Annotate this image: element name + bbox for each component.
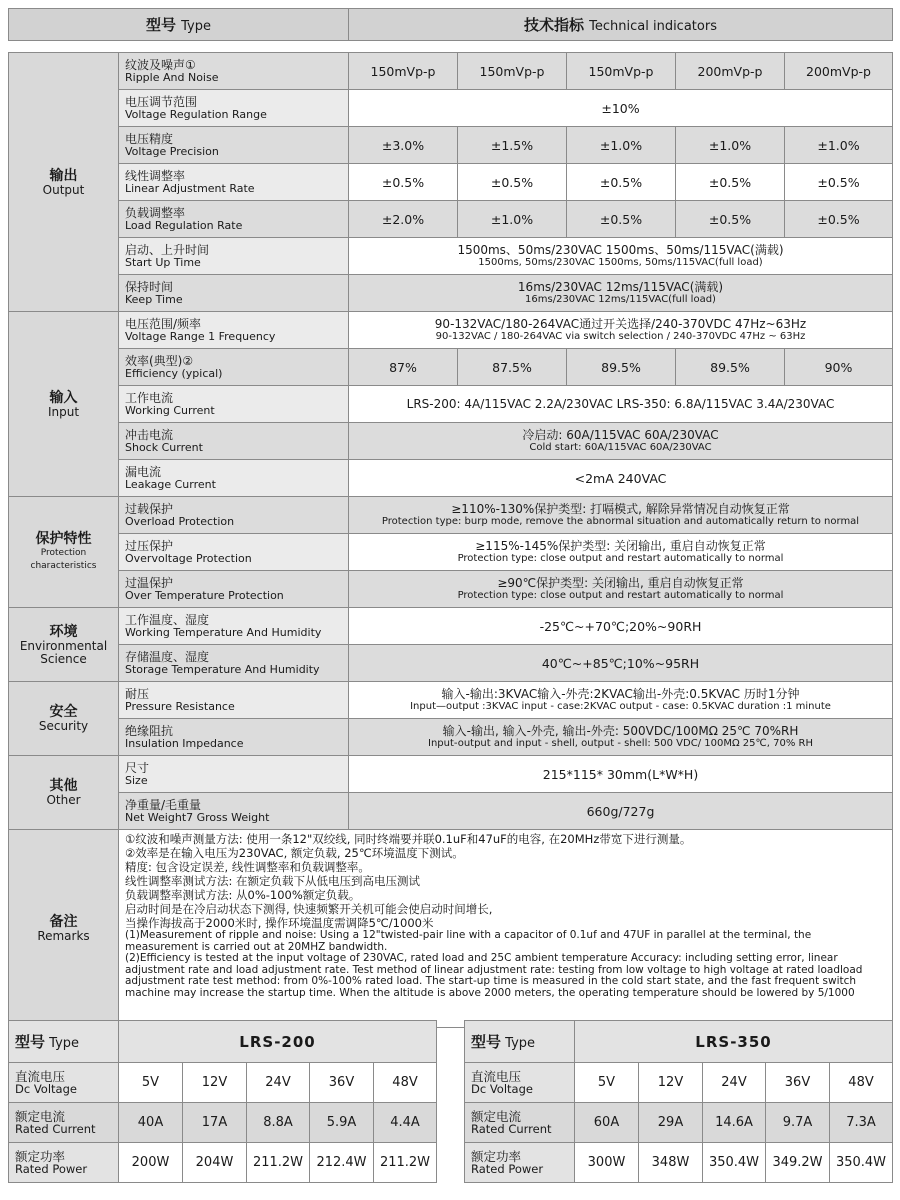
- label-keep-time: 保持时间 Keep Time: [119, 275, 349, 312]
- dc-voltage-value: 12V: [639, 1063, 703, 1103]
- label-overload: 过载保护 Overload Protection: [119, 497, 349, 534]
- row-startup-time: [9, 238, 893, 275]
- remark-line: ②效率是在输入电压为230VAC, 额定负载, 25℃环境温度下测试。: [125, 846, 464, 860]
- rated-power-value: 204W: [183, 1143, 247, 1183]
- rated-power-value: 300W: [575, 1143, 639, 1183]
- row-load-regulation: [9, 201, 893, 238]
- overtemp-value: ≥90℃保护类型: 关闭输出, 重启自动恢复正常 Protection type: close output and restart automatically to normal: [349, 571, 893, 608]
- rated-current-value: 8.8A: [247, 1103, 310, 1143]
- dc-voltage-value: 48V: [374, 1063, 437, 1103]
- row-voltage-precision: [9, 127, 893, 164]
- voltage-precision-value: ±1.0%: [785, 127, 893, 164]
- row-overtemp: [9, 571, 893, 608]
- rated-current-value: 5.9A: [310, 1103, 374, 1143]
- remark-line: 当操作海拔高于2000米时, 操作环境温度需调降5℃/1000米: [125, 916, 434, 930]
- label-dc-voltage: 直流电压 Dc Voltage: [465, 1063, 575, 1103]
- dc-voltage-value: 24V: [247, 1063, 310, 1103]
- row-dc-voltage: [465, 1063, 893, 1103]
- row-overload: [9, 497, 893, 534]
- dc-voltage-value: 36V: [310, 1063, 374, 1103]
- voltage-precision-value: ±3.0%: [349, 127, 458, 164]
- label-size: 尺寸 Size: [119, 756, 349, 793]
- model-header: [9, 1021, 437, 1063]
- label-voltage-regulation: 电压调节范围 Voltage Regulation Range: [119, 90, 349, 127]
- rated-current-value: 17A: [183, 1103, 247, 1143]
- dc-voltage-value: 48V: [830, 1063, 893, 1103]
- row-rated-power: [465, 1143, 893, 1183]
- category-other: 其他 Other: [9, 756, 119, 830]
- label-overvoltage: 过压保护 Overvoltage Protection: [119, 534, 349, 571]
- remark-line: 启动时间是在冷启动状态下测得, 快速频繁开关机可能会使启动时间增长,: [125, 902, 493, 916]
- efficiency-value: 89.5%: [567, 349, 676, 386]
- label-rated-power: 额定功率 Rated Power: [465, 1143, 575, 1183]
- remark-line: 精度: 包含设定误差, 线性调整率和负载调整率。: [125, 860, 370, 874]
- label-rated-current: 额定电流 Rated Current: [465, 1103, 575, 1143]
- rated-current-value: 29A: [639, 1103, 703, 1143]
- label-pressure: 耐压 Pressure Resistance: [119, 682, 349, 719]
- label-leakage-current: 漏电流 Leakage Current: [119, 460, 349, 497]
- efficiency-value: 90%: [785, 349, 893, 386]
- row-rated-power: [9, 1143, 437, 1183]
- efficiency-value: 87%: [349, 349, 458, 386]
- working-current-value: LRS-200: 4A/115VAC 2.2A/230VAC LRS-350: 6.8A/115VAC 3.4A/230VAC: [349, 386, 893, 423]
- row-keep-time: [9, 275, 893, 312]
- linear-adjustment-value: ±0.5%: [458, 164, 567, 201]
- voltage-regulation-value: ±10%: [349, 90, 893, 127]
- voltage-precision-value: ±1.0%: [676, 127, 785, 164]
- category-protection: 保护特性 Protection characteristics: [9, 497, 119, 608]
- rated-current-value: 14.6A: [703, 1103, 766, 1143]
- row-efficiency: [9, 349, 893, 386]
- row-leakage-current: [9, 460, 893, 497]
- dc-voltage-value: 5V: [575, 1063, 639, 1103]
- category-output: 输出 Output: [9, 53, 119, 312]
- remark-line: 负载调整率测试方法: 从0%-100%额定负载。: [125, 888, 361, 902]
- ripple-value: 150mVp-p: [567, 53, 676, 90]
- ripple-value: 200mVp-p: [676, 53, 785, 90]
- label-load-regulation: 负载调整率 Load Regulation Rate: [119, 201, 349, 238]
- rated-power-value: 200W: [119, 1143, 183, 1183]
- remark-line: ①纹波和噪声测量方法: 使用一条12"双绞线, 同时终端要并联0.1uF和47uF的电容, 在20MHz带宽下进行测量。: [125, 832, 692, 846]
- dc-voltage-value: 36V: [766, 1063, 830, 1103]
- row-rated-current: [9, 1103, 437, 1143]
- tech-cn: 技术指标: [524, 16, 585, 34]
- label-efficiency: 效率(典型)② Efficiency (ypical): [119, 349, 349, 386]
- rated-power-value: 349.2W: [766, 1143, 830, 1183]
- row-overvoltage: [9, 534, 893, 571]
- rated-power-value: 348W: [639, 1143, 703, 1183]
- row-voltage-range: [9, 312, 893, 349]
- storage-temp-value: 40℃~+85℃;10%~95RH: [349, 645, 893, 682]
- label-storage-temp: 存储温度、湿度 Storage Temperature And Humidity: [119, 645, 349, 682]
- linear-adjustment-value: ±0.5%: [676, 164, 785, 201]
- size-value: 215*115* 30mm(L*W*H): [349, 756, 893, 793]
- dc-voltage-value: 12V: [183, 1063, 247, 1103]
- row-dc-voltage: [9, 1063, 437, 1103]
- rated-power-value: 211.2W: [374, 1143, 437, 1183]
- row-linear-adjustment: [9, 164, 893, 201]
- row-working-temp: [9, 608, 893, 645]
- row-voltage-regulation: [9, 90, 893, 127]
- row-working-current: [9, 386, 893, 423]
- keep-time-value: 16ms/230VAC 12ms/115VAC(满载) 16ms/230VAC 12ms/115VAC(full load): [349, 275, 893, 312]
- efficiency-value: 89.5%: [676, 349, 785, 386]
- remark-english: (1)Measurement of ripple and noise: Using a 12"twisted-pair line with a capacitor of 0.1uf and 47UF in parallel at the terminal, the measurement is carried out at 20MHZ bandwidth. (2)Efficiency is tested at the input voltage of 230VAC, rated load and 25C ambient temperature Accuracy: including setting error, linear adjustment rate and load adjustment rate. Test method of linear adjustment rate: testing from low voltage to high voltage at rated loadload adjustment rate test method: from 0%-100% rated load. The start-up time is measured in the cold start state, and the fast frequent switch machine may increase the startup time. When the altitude is above 2000 meters, the operating temperature should be lowered by 5/1000: [125, 929, 863, 999]
- weight-value: 660g/727g: [349, 793, 893, 830]
- label-ripple: 纹波及噪声① Ripple And Noise: [119, 53, 349, 90]
- model-table-lrs-350: [464, 1020, 893, 1183]
- rated-current-value: 9.7A: [766, 1103, 830, 1143]
- type-en: Type: [181, 19, 211, 34]
- tech-header: [349, 9, 893, 41]
- row-rated-current: [465, 1103, 893, 1143]
- category-security: 安全 Security: [9, 682, 119, 756]
- load-regulation-value: ±0.5%: [676, 201, 785, 238]
- pressure-value: 输入-输出:3KVAC输入-外壳:2KVAC输出-外壳:0.5KVAC 历时1分钟 Input—output :3KVAC input - case:2KVAC output - case: 0.5KVAC duration :1 minute: [349, 682, 893, 719]
- working-temp-value: -25℃~+70℃;20%~90RH: [349, 608, 893, 645]
- label-dc-voltage: 直流电压 Dc Voltage: [9, 1063, 119, 1103]
- voltage-precision-value: ±1.5%: [458, 127, 567, 164]
- load-regulation-value: ±1.0%: [458, 201, 567, 238]
- label-overtemp: 过温保护 Over Temperature Protection: [119, 571, 349, 608]
- load-regulation-value: ±0.5%: [785, 201, 893, 238]
- startup-time-value: 1500ms、50ms/230VAC 1500ms、50ms/115VAC(满载) 1500ms, 50ms/230VAC 1500ms, 50ms/115VAC(full load): [349, 238, 893, 275]
- model-type-label: 型号 Type: [9, 1021, 119, 1063]
- label-insulation: 绝缘阻抗 Insulation Impedance: [119, 719, 349, 756]
- dc-voltage-value: 5V: [119, 1063, 183, 1103]
- ripple-value: 150mVp-p: [349, 53, 458, 90]
- rated-power-value: 211.2W: [247, 1143, 310, 1183]
- rated-current-value: 60A: [575, 1103, 639, 1143]
- label-shock-current: 冲击电流 Shock Current: [119, 423, 349, 460]
- row-weight: [9, 793, 893, 830]
- category-remarks: 备注 Remarks: [9, 830, 119, 1028]
- spec-table: [8, 52, 893, 1028]
- category-environment: 环境 Environmental Science: [9, 608, 119, 682]
- label-linear-adjustment: 线性调整率 Linear Adjustment Rate: [119, 164, 349, 201]
- rated-current-value: 4.4A: [374, 1103, 437, 1143]
- linear-adjustment-value: ±0.5%: [785, 164, 893, 201]
- label-voltage-range: 电压范围/频率 Voltage Range 1 Frequency: [119, 312, 349, 349]
- shock-current-value: 冷启动: 60A/115VAC 60A/230VAC Cold start: 60A/115VAC 60A/230VAC: [349, 423, 893, 460]
- row-storage-temp: [9, 645, 893, 682]
- row-remarks: [9, 830, 893, 1028]
- spec-header: [8, 8, 893, 41]
- category-input: 输入 Input: [9, 312, 119, 497]
- rated-current-value: 40A: [119, 1103, 183, 1143]
- voltage-range-value: 90-132VAC/180-264VAC通过开关选择/240-370VDC 47Hz~63Hz 90-132VAC / 180-264VAC via switch selection / 240-370VDC 47Hz ~ 63Hz: [349, 312, 893, 349]
- load-regulation-value: ±2.0%: [349, 201, 458, 238]
- rated-power-value: 212.4W: [310, 1143, 374, 1183]
- row-ripple: [9, 53, 893, 90]
- ripple-value: 200mVp-p: [785, 53, 893, 90]
- tech-en: Technical indicators: [589, 19, 717, 34]
- label-working-current: 工作电流 Working Current: [119, 386, 349, 423]
- model-name: LRS-350: [575, 1021, 893, 1063]
- model-type-label: 型号 Type: [465, 1021, 575, 1063]
- row-insulation: [9, 719, 893, 756]
- model-name: LRS-200: [119, 1021, 437, 1063]
- dc-voltage-value: 24V: [703, 1063, 766, 1103]
- insulation-value: 输入-输出, 输入-外壳, 输出-外壳: 500VDC/100MΩ 25℃ 70%RH Input-output and input - shell, output - shell: 500 VDC/ 100MΩ 25℃, 70% RH: [349, 719, 893, 756]
- remarks-text: [119, 830, 893, 1028]
- voltage-precision-value: ±1.0%: [567, 127, 676, 164]
- remark-line: 线性调整率测试方法: 在额定负载下从低电压到高电压测试: [125, 874, 421, 888]
- rated-current-value: 7.3A: [830, 1103, 893, 1143]
- row-pressure: [9, 682, 893, 719]
- model-header: [465, 1021, 893, 1063]
- overload-value: ≥110%-130%保护类型: 打嗝模式, 解除异常情况自动恢复正常 Protection type: burp mode, remove the abnormal situation and automatically return to normal: [349, 497, 893, 534]
- label-rated-power: 额定功率 Rated Power: [9, 1143, 119, 1183]
- rated-power-value: 350.4W: [830, 1143, 893, 1183]
- linear-adjustment-value: ±0.5%: [349, 164, 458, 201]
- label-startup-time: 启动、上升时间 Start Up Time: [119, 238, 349, 275]
- load-regulation-value: ±0.5%: [567, 201, 676, 238]
- label-voltage-precision: 电压精度 Voltage Precision: [119, 127, 349, 164]
- ripple-value: 150mVp-p: [458, 53, 567, 90]
- model-table-lrs-200: [8, 1020, 437, 1183]
- linear-adjustment-value: ±0.5%: [567, 164, 676, 201]
- type-cn: 型号: [146, 16, 177, 34]
- type-header: [9, 9, 349, 41]
- row-shock-current: [9, 423, 893, 460]
- overvoltage-value: ≥115%-145%保护类型: 关闭输出, 重启自动恢复正常 Protection type: close output and restart automatically to normal: [349, 534, 893, 571]
- rated-power-value: 350.4W: [703, 1143, 766, 1183]
- label-rated-current: 额定电流 Rated Current: [9, 1103, 119, 1143]
- label-working-temp: 工作温度、湿度 Working Temperature And Humidity: [119, 608, 349, 645]
- leakage-current-value: <2mA 240VAC: [349, 460, 893, 497]
- label-weight: 净重量/毛重量 Net Weight7 Gross Weight: [119, 793, 349, 830]
- efficiency-value: 87.5%: [458, 349, 567, 386]
- row-size: [9, 756, 893, 793]
